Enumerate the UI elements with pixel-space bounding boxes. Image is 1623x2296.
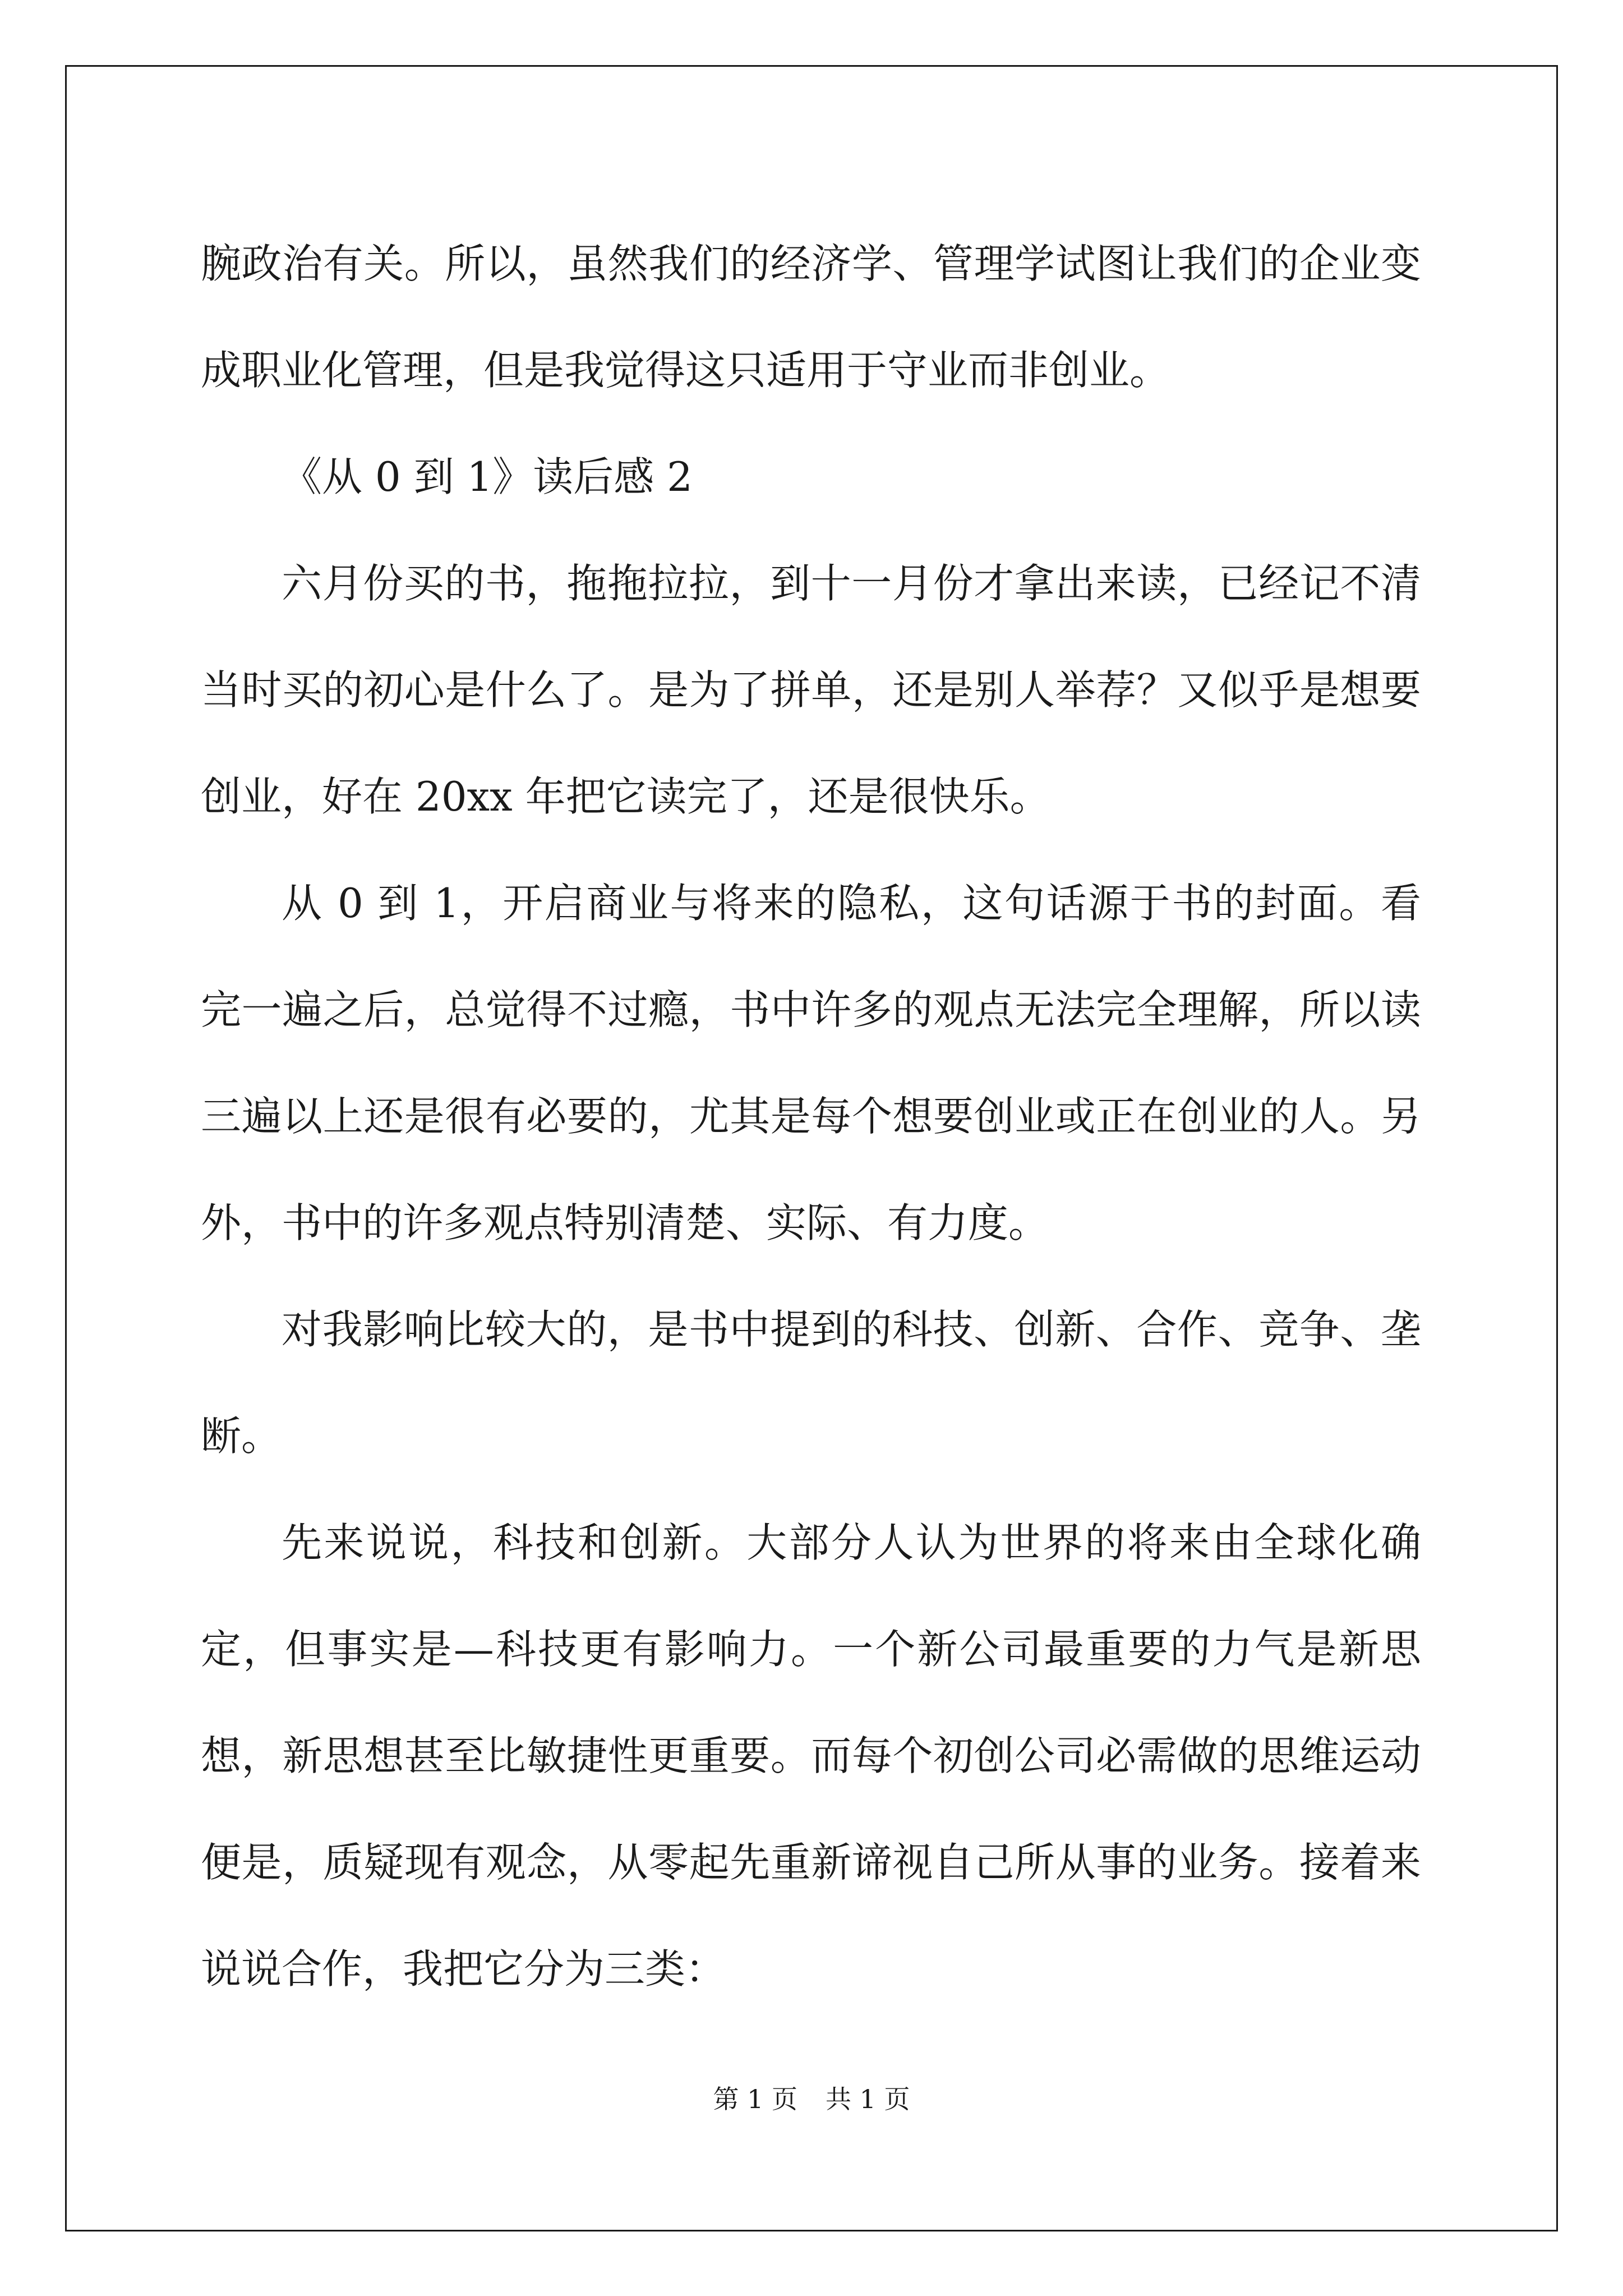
- paragraph-4: 对我影响比较大的，是书中提到的科技、创新、合作、竞争、垄断。: [201, 1306, 1421, 1460]
- paragraph-2: 六月份买的书，拖拖拉拉，到十一月份才拿出来读，已经记不清当时买的初心是什么了。是为了拼单，还是别人举荐？又似乎是想要创业，好在 20xx 年把它读完了，还是很快乐。: [201, 560, 1421, 820]
- page-number: 第 1 页: [713, 2084, 797, 2114]
- section-heading: 《从 0 到 1》读后感 2: [282, 453, 693, 500]
- paragraph-1: 腕政治有关。所以，虽然我们的经济学、管理学试图让我们的企业变成职业化管理，但是我觉得这只适用于守业而非创业。: [201, 240, 1421, 394]
- paragraph-5: 先来说说，科技和创新。大部分人认为世界的将来由全球化确定，但事实是—科技更有影响力。一个新公司最重要的力气是新思想，新思想甚至比敏捷性更重要。而每个初创公司必需做的思维运动便是，质疑现有观念，从零起先重新谛视自己所从事的业务。接着来说说合作，我把它分为三类：: [201, 1519, 1421, 1993]
- page-footer: [0, 2082, 1623, 2116]
- document-body: [201, 210, 1421, 2022]
- paragraph-3: 从 0 到 1，开启商业与将来的隐私，这句话源于书的封面。看完一遍之后，总觉得不过瘾，书中许多的观点无法完全理解，所以读三遍以上还是很有必要的，尤其是每个想要创业或正在创业的人。另外，书中的许多观点特别清楚、实际、有力度。: [201, 880, 1421, 1246]
- page-total: 共 1 页: [826, 2084, 910, 2114]
